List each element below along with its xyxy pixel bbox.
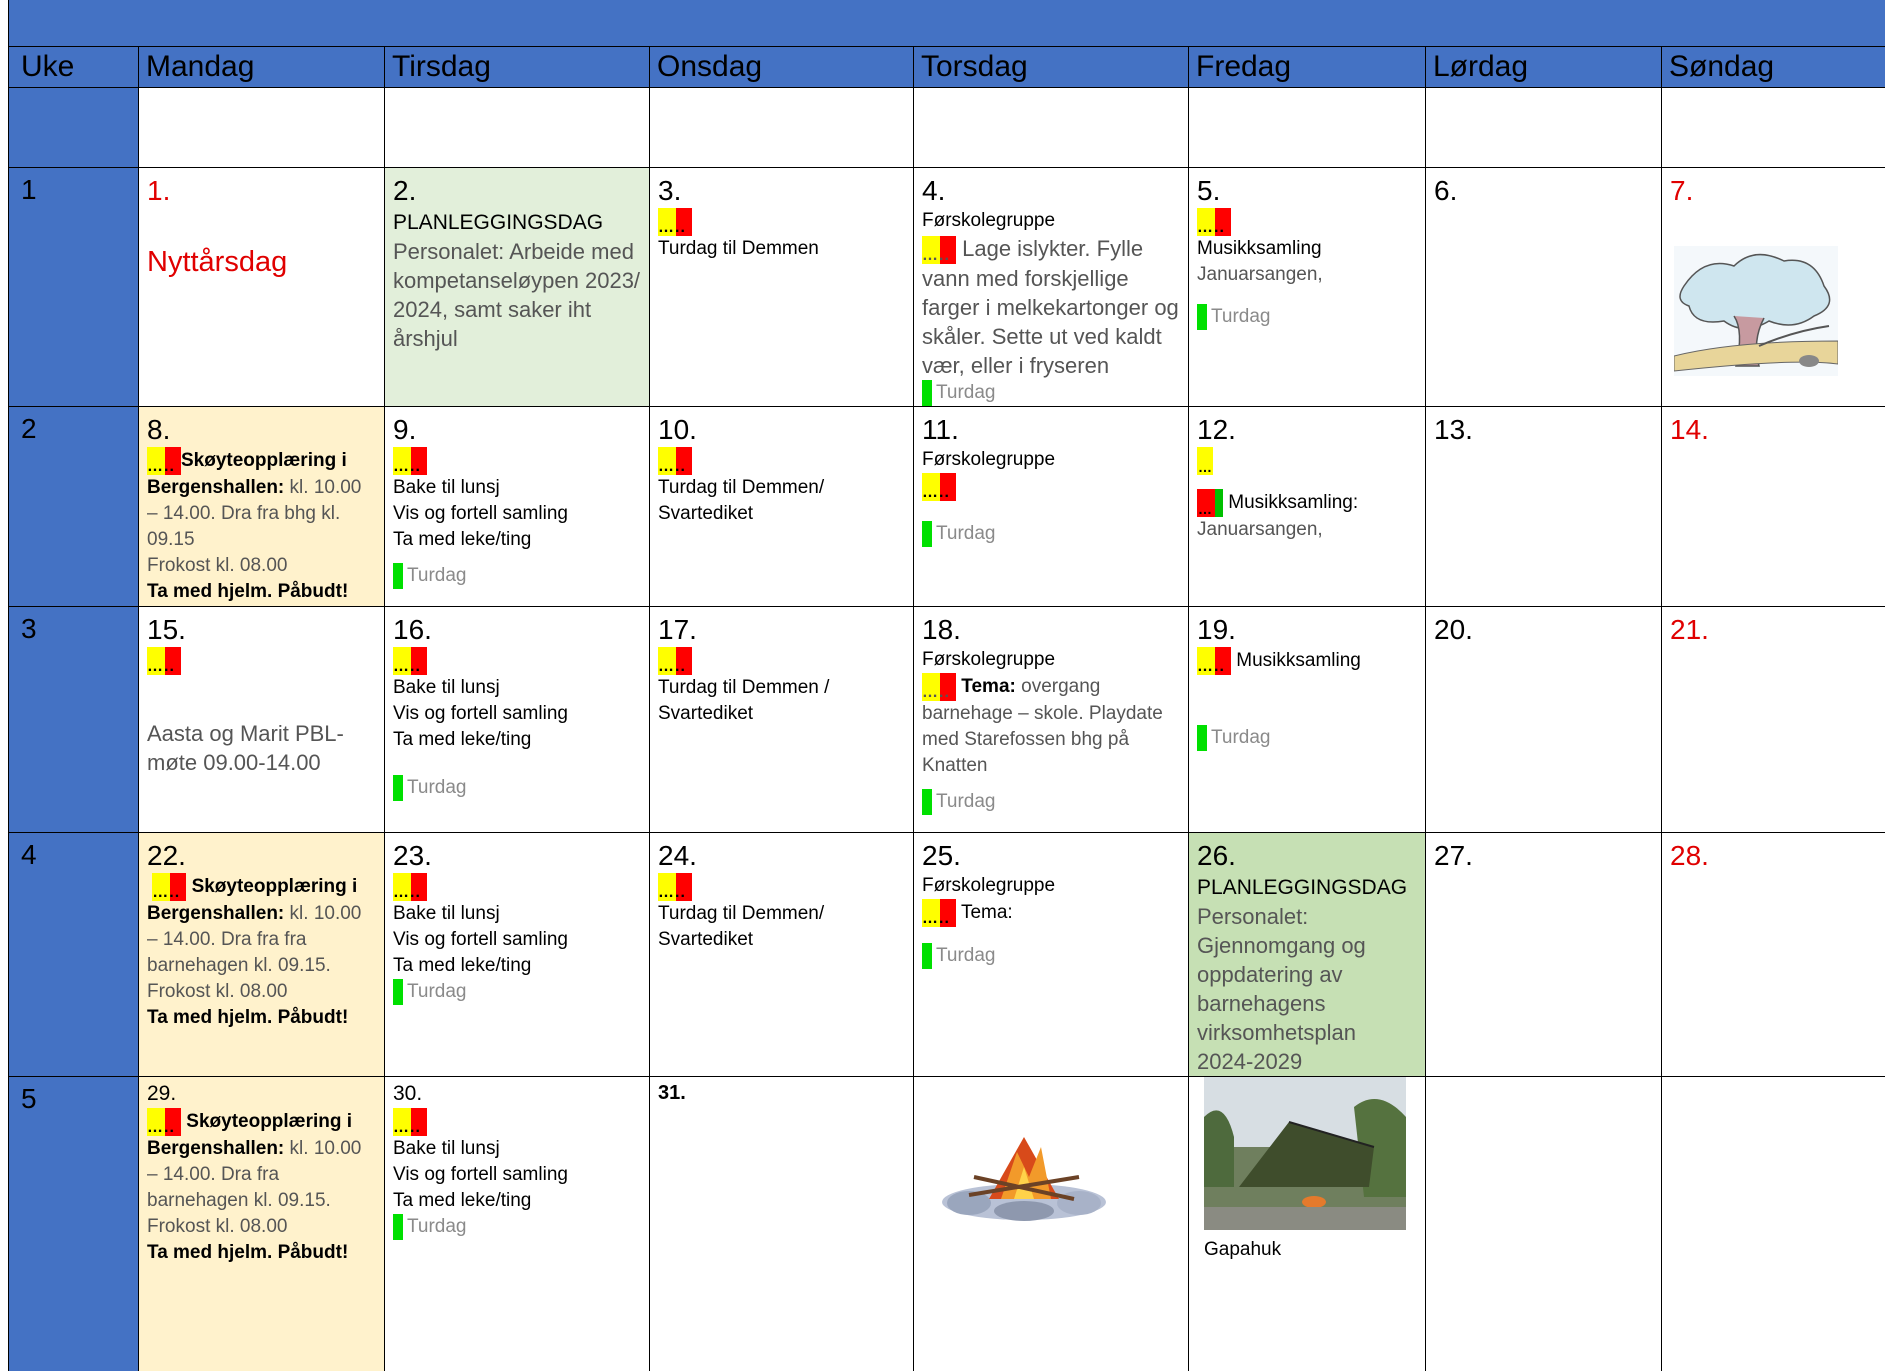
day-number: 8. [147, 414, 171, 445]
marker-icon: ….. [658, 208, 692, 236]
day-number: 23. [393, 840, 432, 871]
day-cell-4 [913, 168, 1188, 406]
activity-text: Lage islykter. Fylle vann med forskjellige farger i melkekartonger og skåler. Sette ut ved kaldt vær, eller i fryseren [922, 236, 1179, 379]
marker-red-green-icon: … [1197, 489, 1223, 517]
day-cell [649, 88, 913, 167]
week-row-3 [9, 607, 1885, 833]
skating-text: kl. 10.00 – 14.00. Dra fra barnehagen kl. 09.15. [147, 1138, 362, 1211]
theme-label: Tema: [960, 902, 1013, 924]
campfire-illustration [929, 1107, 1115, 1227]
day-cell-8 [138, 407, 384, 606]
day-cell-3 [649, 168, 913, 406]
activity-line: Ta med leke/ting [393, 529, 532, 550]
header-uke: Uke [21, 50, 75, 83]
day-cell-30 [384, 1077, 649, 1371]
day-number: 9. [393, 414, 417, 445]
day-cell-25 [913, 833, 1188, 1076]
day-number: 24. [658, 840, 697, 871]
day-number: 18. [922, 614, 961, 645]
day-number: 6. [1434, 175, 1458, 206]
activity-line: Turdag til Demmen/ [658, 903, 825, 924]
day-cell [138, 88, 384, 167]
planning-day-title: PLANLEGGINGSDAG [393, 211, 604, 234]
day-cell-7 [1661, 168, 1885, 406]
activity-line: Bake til lunsj [393, 677, 500, 698]
day-number: 12. [1197, 414, 1236, 445]
tree-illustration [1674, 246, 1838, 376]
day-number: 7. [1670, 175, 1694, 206]
day-number: 26. [1197, 840, 1236, 871]
skating-venue: Bergenshallen: [147, 477, 285, 498]
empty-row [9, 88, 1885, 168]
day-number: 1. [147, 175, 171, 206]
day-cell-27 [1425, 833, 1661, 1076]
activity-line: Svartediket [658, 929, 754, 950]
activity-line: Turdag til Demmen/ [658, 477, 825, 498]
activity-line: Bake til lunsj [393, 1138, 500, 1159]
campfire-cell [913, 1077, 1188, 1371]
marker-icon: ….. [152, 873, 186, 901]
day-cell-31 [649, 1077, 913, 1371]
week-row-1 [9, 168, 1885, 407]
planning-day-text: Personalet: Gjennomgang og oppdatering av barnehagens virksomhetsplan 2024-2029 [1197, 904, 1366, 1074]
group-title: Førskolegruppe [922, 210, 1056, 231]
music-title: Musikksamling [1197, 238, 1322, 259]
marker-icon: ….. [658, 647, 692, 675]
day-number: 11. [922, 414, 959, 445]
header-fredag: Fredag [1188, 47, 1425, 87]
day-cell [384, 88, 649, 167]
day-cell-19 [1188, 607, 1425, 832]
marker-icon: ….. [147, 447, 181, 475]
day-number: 15. [147, 614, 186, 645]
group-title: Førskolegruppe [922, 649, 1056, 670]
turdag-label: Turdag [407, 565, 467, 587]
turdag-label: Turdag [407, 777, 467, 799]
calendar [8, 0, 1885, 1371]
weekday-header [9, 47, 1885, 88]
activity-line: Vis og fortell samling [393, 929, 568, 950]
week-number: 3 [9, 607, 138, 832]
marker-icon: ….. [147, 1108, 181, 1136]
skating-title: Skøyteopplæring i [186, 1111, 353, 1133]
day-cell-26 [1188, 833, 1425, 1076]
activity-line: Vis og fortell samling [393, 503, 568, 524]
header-onsdag: Onsdag [649, 47, 913, 87]
activity-line: Ta med leke/ting [393, 729, 532, 750]
day-number: 29. [147, 1082, 177, 1105]
holiday-label: Nyttårsdag [147, 246, 288, 278]
skating-venue: Bergenshallen: [147, 903, 285, 924]
day-cell-12 [1188, 407, 1425, 606]
day-number: 22. [147, 840, 186, 871]
marker-icon: ….. [393, 447, 427, 475]
turdag-icon [922, 943, 932, 969]
gapahuk-cell [1188, 1077, 1425, 1371]
helmet-note: Ta med hjelm. Påbudt! [147, 1242, 349, 1263]
turdag-icon [393, 979, 403, 1005]
day-cell-13 [1425, 407, 1661, 606]
turdag-icon [1197, 725, 1207, 751]
marker-icon: ….. [658, 873, 692, 901]
activity-line: Svartediket [658, 703, 754, 724]
day-cell [1425, 88, 1661, 167]
activity-line: Turdag til Demmen / [658, 677, 830, 698]
day-number: 13. [1434, 414, 1473, 445]
helmet-note: Ta med hjelm. Påbudt! [147, 1007, 349, 1028]
day-cell-16 [384, 607, 649, 832]
turdag-label: Turdag [1211, 727, 1271, 749]
day-number: 21. [1670, 614, 1709, 645]
week-row-4 [9, 833, 1885, 1077]
turdag-label: Turdag [936, 791, 996, 813]
day-cell-22 [138, 833, 384, 1076]
marker-icon: ….. [393, 647, 427, 675]
theme-text: overgang barnehage – skole. Playdate med Starefossen bhg på Knatten [922, 676, 1163, 776]
week-row-5 [9, 1077, 1885, 1371]
turdag-icon [393, 775, 403, 801]
day-cell-23 [384, 833, 649, 1076]
day-cell [1188, 88, 1425, 167]
day-cell-24 [649, 833, 913, 1076]
turdag-label: Turdag [936, 945, 996, 967]
day-cell-empty [1425, 1077, 1661, 1371]
day-cell-29 [138, 1077, 384, 1371]
day-number: 2. [393, 175, 417, 206]
day-cell-18 [913, 607, 1188, 832]
marker-icon: ….. [922, 236, 956, 264]
marker-icon: ….. [922, 473, 956, 501]
activity-text: Turdag til Demmen [658, 238, 819, 259]
breakfast-text: Frokost kl. 08.00 [147, 981, 288, 1002]
breakfast-text: Frokost kl. 08.00 [147, 555, 288, 576]
music-title: Musikksamling [1236, 650, 1361, 672]
day-cell-6 [1425, 168, 1661, 406]
week-number: 4 [9, 833, 138, 1076]
day-cell-9 [384, 407, 649, 606]
header-mandag: Mandag [138, 47, 384, 87]
turdag-label: Turdag [936, 523, 996, 545]
day-cell-10 [649, 407, 913, 606]
day-cell-15 [138, 607, 384, 832]
header-tirsdag: Tirsdag [384, 47, 649, 87]
marker-icon: ….. [393, 1108, 427, 1136]
day-number: 5. [1197, 175, 1221, 206]
day-number: 10. [658, 414, 697, 445]
day-number: 19. [1197, 614, 1236, 645]
helmet-note: Ta med hjelm. Påbudt! [147, 581, 349, 602]
turdag-label: Turdag [407, 1216, 467, 1238]
day-cell-11 [913, 407, 1188, 606]
week-number: 5 [9, 1077, 138, 1371]
marker-icon: ….. [393, 873, 427, 901]
activity-line: Ta med leke/ting [393, 955, 532, 976]
day-cell-28 [1661, 833, 1885, 1076]
marker-icon: ….. [1197, 647, 1231, 675]
day-number: 4. [922, 175, 946, 206]
day-number: 31. [658, 1082, 686, 1104]
turdag-label: Turdag [1211, 306, 1271, 328]
turdag-icon [922, 789, 932, 815]
turdag-icon [1197, 304, 1207, 330]
skating-venue: Bergenshallen: [147, 1138, 285, 1159]
day-cell [1661, 88, 1885, 167]
day-cell-14 [1661, 407, 1885, 606]
calendar-top-bar [9, 0, 1885, 47]
day-cell-2 [384, 168, 649, 406]
day-cell-5 [1188, 168, 1425, 406]
day-cell-20 [1425, 607, 1661, 832]
skating-title: Skøyteopplæring i [181, 450, 347, 472]
skating-title: Skøyteopplæring i [191, 876, 358, 898]
turdag-icon [922, 521, 932, 547]
activity-line: Ta med leke/ting [393, 1190, 532, 1211]
skating-text: kl. 10.00 – 14.00. Dra fra fra barnehagen kl. 09.15. [147, 903, 362, 976]
week-number: 2 [9, 407, 138, 606]
day-number: 27. [1434, 840, 1473, 871]
turdag-label: Turdag [407, 981, 467, 1003]
day-number: 30. [393, 1082, 423, 1105]
day-number: 17. [658, 614, 697, 645]
activity-line: Bake til lunsj [393, 903, 500, 924]
photo-caption: Gapahuk [1204, 1239, 1282, 1260]
week-row-2 [9, 407, 1885, 607]
marker-icon: ….. [658, 447, 692, 475]
marker-icon: ….. [147, 647, 181, 675]
header-torsdag: Torsdag [913, 47, 1188, 87]
marker-icon: ….. [922, 673, 956, 701]
theme-label: Tema: [961, 676, 1016, 698]
day-number: 25. [922, 840, 961, 871]
marker-yellow-icon: … [1197, 447, 1213, 475]
activity-line: Vis og fortell samling [393, 703, 568, 724]
shelter-photo [1204, 1077, 1406, 1230]
day-cell-21 [1661, 607, 1885, 832]
day-number: 3. [658, 175, 682, 206]
turdag-label: Turdag [936, 382, 996, 404]
day-number: 20. [1434, 614, 1473, 645]
music-text: Januarsangen, [1197, 519, 1323, 540]
turdag-icon [393, 563, 403, 589]
group-title: Førskolegruppe [922, 449, 1056, 470]
day-number: 28. [1670, 840, 1709, 871]
day-cell-17 [649, 607, 913, 832]
turdag-icon [393, 1214, 403, 1240]
turdag-icon [922, 380, 932, 406]
planning-day-text: Personalet: Arbeide med kompetanseløypen 2023/ 2024, samt saker iht årshjul [393, 239, 641, 351]
header-lordag: Lørdag [1425, 47, 1661, 87]
planning-day-title: PLANLEGGINGSDAG [1197, 876, 1408, 899]
day-number: 16. [393, 614, 432, 645]
day-cell [913, 88, 1188, 167]
marker-icon: ….. [1197, 208, 1231, 236]
marker-icon: ….. [922, 899, 956, 927]
activity-line: Svartediket [658, 503, 754, 524]
day-cell-empty [1661, 1077, 1885, 1371]
group-title: Førskolegruppe [922, 875, 1056, 896]
week-number: 1 [9, 168, 138, 406]
day-number: 14. [1670, 414, 1709, 445]
breakfast-text: Frokost kl. 08.00 [147, 1216, 288, 1237]
music-title: Musikksamling: [1228, 492, 1359, 514]
activity-line: Bake til lunsj [393, 477, 500, 498]
meeting-text: Aasta og Marit PBL-møte 09.00-14.00 [147, 721, 344, 775]
music-text: Januarsangen, [1197, 264, 1323, 285]
uke-cell [9, 88, 138, 167]
day-cell-1 [138, 168, 384, 406]
header-sondag: Søndag [1661, 47, 1885, 87]
activity-line: Vis og fortell samling [393, 1164, 568, 1185]
skating-text: kl. 10.00 – 14.00. Dra fra bhg kl. 09.15 [147, 477, 362, 550]
